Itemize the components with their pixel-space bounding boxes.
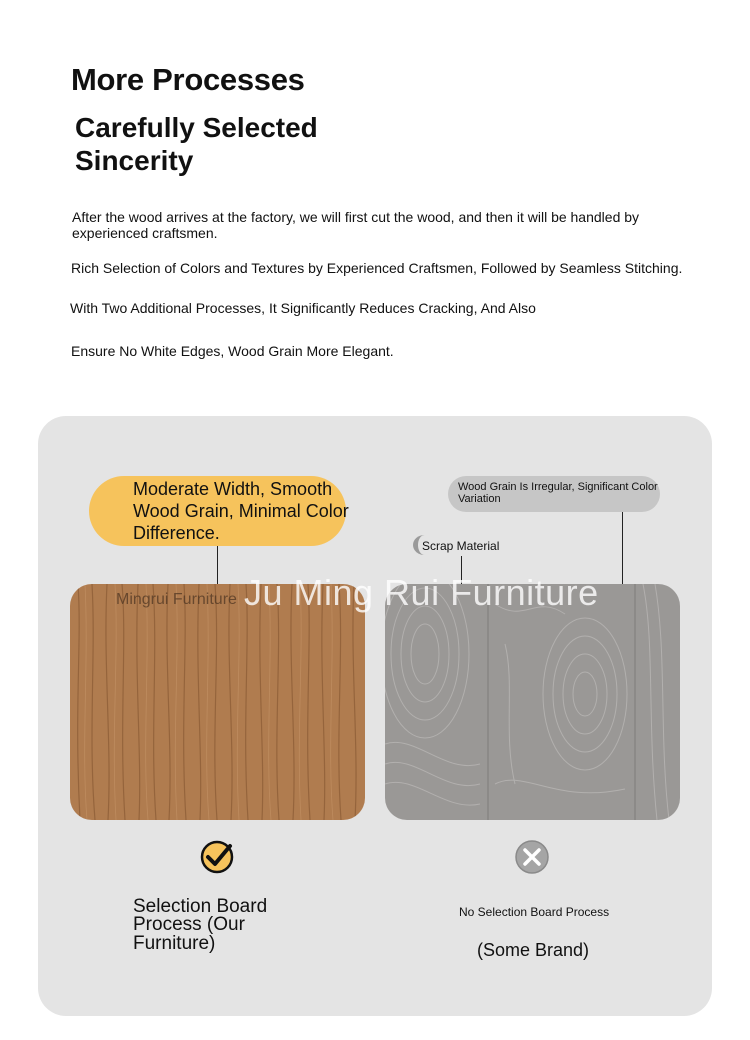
no-selection-label: No Selection Board Process [459,905,610,919]
scrap-material-label: Scrap Material [422,539,500,553]
left-callout-text: Moderate Width, Smooth Wood Grain, Minimal Color Difference. [133,479,349,543]
check-icon [199,839,235,875]
paragraph-4: Ensure No White Edges, Wood Grain More Elegant. [71,343,394,359]
page-subheading: Carefully Selected Sincerity [75,112,318,176]
right-callout-line [622,512,623,586]
paragraph-3: With Two Additional Processes, It Significantly Reduces Cracking, And Also [70,300,536,316]
selection-board-label-line2: Process (Our Furniture) [133,914,245,954]
page-heading: More Processes [71,62,305,97]
watermark-small: Mingrui Furniture [116,591,237,608]
watermark-large: Ju Ming Rui Furniture [244,572,599,613]
some-brand-label: (Some Brand) [477,940,590,960]
unselected-wood-image [385,584,680,820]
selection-board-label [133,898,283,953]
selected-wood-image [70,584,365,820]
left-callout-line [217,546,218,586]
paragraph-2: Rich Selection of Colors and Textures by Experienced Craftsmen, Followed by Seamless Stitching. [71,260,683,276]
selection-board-label-line1: Selection Board [133,896,268,917]
paragraph-1: After the wood arrives at the factory, we will first cut the wood, and then it will be handled by experienced craftsmen. [72,209,640,241]
right-callout-text: Wood Grain Is Irregular, Significant Color Variation [458,481,658,505]
x-icon [515,839,551,875]
